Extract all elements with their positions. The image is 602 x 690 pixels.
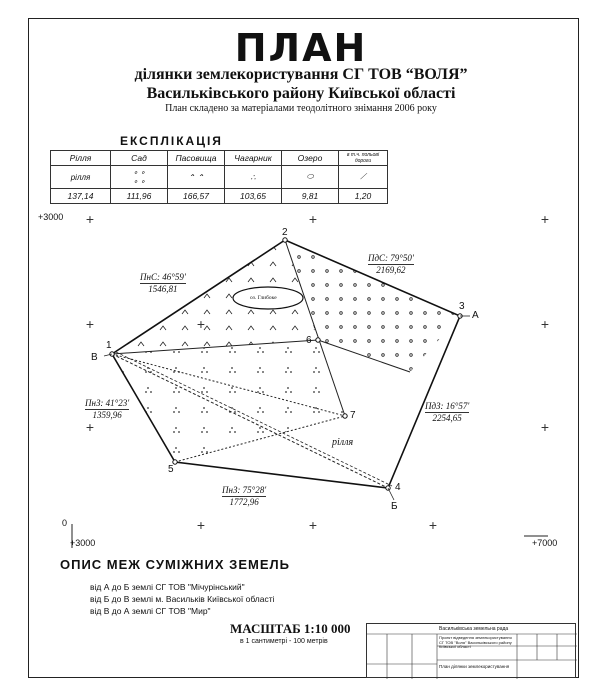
explication-title: ЕКСПЛІКАЦІЯ	[120, 134, 223, 148]
value-orchard: 111,96	[111, 189, 168, 204]
point-label-3: 3	[459, 301, 465, 312]
header-shrub: Чагарник	[225, 151, 282, 166]
point-label-2: 2	[282, 227, 288, 238]
boundaries-title: ОПИС МЕЖ СУМІЖНИХ ЗЕМЕЛЬ	[60, 557, 290, 572]
value-lake: 9,81	[282, 189, 339, 204]
bearing-pns-len: 1546,81	[148, 284, 178, 294]
boundary-line-v-a: від В до А землі СГ ТОВ "Мир"	[90, 606, 211, 616]
coord-bottom-right: +7000	[532, 538, 558, 548]
arable-label: рілля	[332, 437, 354, 448]
stamp-org: Васильківська земельна рада	[439, 626, 509, 632]
coord-zero: 0	[62, 518, 68, 528]
symbol-arable: рілля	[51, 166, 111, 189]
scale-sub-label: в 1 сантиметрі - 100 метрів	[240, 638, 328, 645]
point-label-b: Б	[391, 501, 398, 512]
point-label-5: 5	[168, 464, 174, 475]
grid-cross: +	[540, 211, 550, 227]
point-label-v: В	[91, 352, 98, 363]
bearing-pnz2-dir: ПнЗ: 75°28'	[222, 485, 267, 495]
bearing-pnz2-len: 1772,96	[229, 497, 259, 507]
scale-label: МАСШТАБ 1:10 000	[230, 621, 351, 636]
boundary-line-a-b: від А до Б землі СГ ТОВ "Мічурінський"	[90, 582, 245, 592]
stamp-project: Проект відведення землекористування СГ ТОВ "Воля" Васильківського району Київської області	[439, 635, 512, 649]
bearing-pdz-len: 2254,65	[432, 413, 462, 423]
bearing-pnz1-len: 1359,96	[92, 410, 122, 420]
value-shrub: 103,65	[225, 189, 282, 204]
bearing-pnz1-dir: ПнЗ: 41°23'	[85, 398, 130, 408]
bearing-pds-len: 2169,62	[376, 265, 406, 275]
grid-cross: +	[196, 517, 206, 533]
header-pasture: Пасовища	[168, 151, 225, 166]
bearing-pnz2	[222, 485, 266, 508]
value-roads: 1,20	[339, 189, 388, 204]
stamp-grid	[367, 624, 577, 679]
bearing-pds	[368, 253, 414, 276]
point-label-4: 4	[395, 482, 401, 493]
shrub-area	[112, 340, 345, 462]
symbol-road-icon: ⟋	[339, 166, 388, 189]
grid-cross: +	[540, 316, 550, 332]
stamp-plan: План ділянки землекористування	[439, 664, 510, 669]
point-label-1: 1	[106, 340, 112, 351]
vertex-2	[283, 238, 287, 242]
grid-cross: +	[85, 316, 95, 332]
bearing-pnz1	[85, 398, 129, 421]
point-label-7: 7	[350, 410, 356, 421]
grid-cross: +	[85, 211, 95, 227]
grid-cross: +	[308, 517, 318, 533]
point-label-a: A	[472, 310, 479, 321]
header-orchard: Сад	[111, 151, 168, 166]
boundary-line-b-v: від Б до В землі м. Васильків Київської області	[90, 594, 275, 604]
bearing-pds-dir: ПдС: 79°50'	[368, 253, 414, 263]
grid-cross: +	[196, 316, 206, 332]
coord-bottom-left: +3000	[70, 538, 96, 548]
grid-cross: +	[85, 419, 95, 435]
header-lake: Озеро	[282, 151, 339, 166]
bearing-pdz-dir: ПдЗ: 16°57'	[425, 401, 470, 411]
subtitle-district: Васильківського району Київської області	[146, 85, 456, 102]
plan-title: ПЛАН	[234, 26, 368, 70]
tie-line-b	[388, 488, 394, 500]
title-block-stamp	[366, 623, 576, 678]
symbol-shrub-icon: ∴	[225, 166, 282, 189]
symbol-orchard-icon: ∘ ∘ ∘ ∘	[111, 166, 168, 189]
value-pasture: 166,57	[168, 189, 225, 204]
symbol-lake-icon: ⬭	[282, 166, 339, 189]
grid-cross: +	[308, 211, 318, 227]
vertex-7	[343, 414, 347, 418]
bearing-pns-dir: ПнС: 46°59'	[140, 272, 186, 282]
bearing-pdz	[425, 401, 469, 424]
subtitle-parcel: ділянки землекористування СГ ТОВ “ВОЛЯ”	[134, 66, 468, 83]
vertex-6	[316, 338, 320, 342]
header-arable: Рілля	[51, 151, 111, 166]
lake-label: оз. Глибоке	[250, 295, 277, 301]
bearing-pns	[140, 272, 186, 295]
value-arable: 137,14	[51, 189, 111, 204]
symbol-pasture-icon: ⌃ ⌃	[168, 166, 225, 189]
subtitle-source: План складено за матеріалами теодолітного знімання 2006 року	[165, 103, 437, 114]
coord-top-left: +3000	[38, 212, 64, 222]
grid-cross: +	[540, 419, 550, 435]
header-roads: в т.ч. польові дороги	[339, 151, 388, 166]
grid-cross: +	[428, 517, 438, 533]
point-label-6: 6	[306, 335, 312, 346]
